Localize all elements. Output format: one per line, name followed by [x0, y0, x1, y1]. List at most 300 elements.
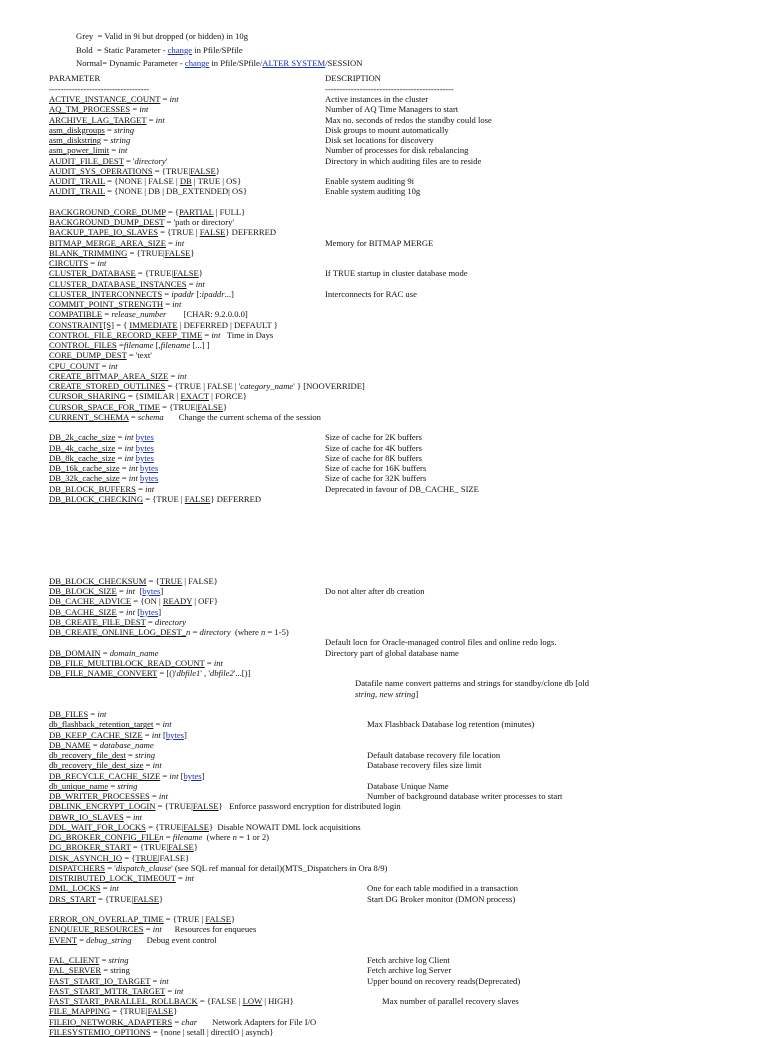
- text-run: Network Adapters for File I/O: [197, 1016, 317, 1027]
- text-run: } Disable NOWAIT DML lock acquisitions: [209, 821, 361, 832]
- parameter-entry: [49, 853, 189, 863]
- parameter-entry: [49, 156, 167, 166]
- parameter-name: asm_diskstring: [49, 135, 102, 145]
- parameter-name: DB_CREATE_ONLINE_LOG_DEST_: [49, 627, 187, 637]
- parameter-entry: [49, 607, 161, 617]
- parameter-name: CLUSTER_INTERCONNECTS: [49, 288, 163, 299]
- placeholder-text: int: [175, 237, 185, 248]
- text-run: } DEFERRED: [225, 227, 277, 238]
- placeholder-text: schema: [137, 411, 164, 422]
- placeholder-text: int: [132, 811, 143, 822]
- parameter-description: [367, 976, 520, 986]
- parameter-description: [367, 781, 449, 791]
- placeholder-text: int: [97, 709, 107, 719]
- parameter-name: FALSE: [147, 1006, 174, 1017]
- text-run: Enable system auditing 10g: [325, 186, 421, 197]
- parameter-name: FILEIO_NETWORK_ADAPTERS: [49, 1016, 173, 1027]
- parameter-description: [325, 94, 428, 104]
- parameter-name: PARTIAL: [178, 206, 214, 217]
- parameter-name: DB_CREATE_FILE_DEST: [49, 616, 146, 627]
- parameter-description: [325, 443, 422, 453]
- parameter-name: CONSTRAINT[S]: [49, 319, 114, 330]
- parameter-name: DB_KEEP_CACHE_SIZE: [49, 729, 143, 740]
- hyperlink[interactable]: bytes: [140, 473, 159, 484]
- text-run: =: [163, 299, 173, 309]
- text-run: }: [198, 268, 203, 279]
- parameter-entry: [49, 914, 235, 924]
- placeholder-text: release_number: [111, 309, 167, 320]
- text-run: = 1 or 2): [236, 832, 270, 842]
- text-run: = {TRUE |: [163, 914, 206, 924]
- parameter-entry: [49, 371, 187, 381]
- placeholder-text: int: [139, 104, 149, 115]
- placeholder-text: int: [195, 278, 205, 289]
- text-run: = 'path or directory': [164, 217, 234, 227]
- parameter-entry: [49, 617, 186, 627]
- placeholder-text: int: [108, 360, 118, 371]
- parameter-entry: [49, 832, 269, 842]
- parameter-name: CURRENT_SCHEMA: [49, 411, 129, 422]
- parameter-entry: [49, 596, 218, 606]
- parameter-entry: [49, 730, 187, 740]
- parameter-description: [325, 453, 422, 463]
- text-run: =: [99, 955, 109, 965]
- parameter-name: DG_BROKER_CONFIG_FILE: [49, 832, 160, 842]
- header-rule: -----------------------------------: [49, 83, 150, 94]
- text-run: =: [125, 750, 135, 760]
- parameter-entry: [49, 863, 387, 873]
- text-run: = {TRUE|: [130, 842, 169, 853]
- parameter-name: AUDIT_SYS_OPERATIONS: [49, 165, 153, 176]
- legend-line: [76, 58, 362, 68]
- parameter-description: [367, 955, 450, 965]
- parameter-description: [325, 289, 417, 299]
- parameter-entry: [49, 186, 247, 196]
- parameter-name: FAST_START_MTTR_TARGET: [49, 985, 166, 996]
- placeholder-text: int: [169, 770, 179, 781]
- text-run: Interconnects for RAC use: [325, 288, 417, 299]
- parameter-name: CORE_DUMP_DEST: [49, 350, 127, 361]
- parameter-entry: [49, 104, 148, 114]
- parameter-name: DB_DOMAIN: [49, 647, 101, 658]
- placeholder-text: string: [114, 124, 135, 135]
- parameter-description: [355, 678, 589, 688]
- parameter-entry: [49, 166, 220, 176]
- text-run: Do not alter after db creation: [325, 586, 425, 596]
- text-run: }: [215, 165, 220, 176]
- parameter-name: FALSE: [164, 247, 191, 258]
- parameter-name: DB_CACHE_ADVICE: [49, 596, 132, 607]
- parameter-column-header: PARAMETER: [49, 73, 101, 83]
- hyperlink[interactable]: bytes: [140, 606, 159, 617]
- parameter-description: [325, 637, 556, 647]
- text-run: Size of cache for 16K buffers: [325, 463, 427, 473]
- text-run: }: [158, 893, 164, 904]
- text-run: Database Unique Name: [367, 780, 449, 791]
- text-run: ' (see SQL ref manual for detail)(MTS_Dispatchers in Ora 8/9): [171, 862, 388, 873]
- parameter-description: [367, 760, 482, 770]
- text-run: }: [173, 1006, 178, 1017]
- text-run: }: [230, 914, 236, 924]
- placeholder-text: debug_string: [86, 934, 132, 945]
- parameter-name: FALSE: [199, 227, 226, 238]
- parameter-name: CONTROL_FILE_RECORD_KEEP_TIME: [49, 329, 203, 340]
- text-run: =: [102, 309, 112, 320]
- parameter-description: [367, 750, 500, 760]
- parameter-entry: [49, 883, 119, 893]
- text-run: [:: [194, 288, 202, 299]
- text-run: = 'text': [126, 350, 152, 361]
- placeholder-text: int: [128, 473, 138, 484]
- parameter-name: FILE_MAPPING: [49, 1006, 111, 1017]
- text-run: '...[)]: [233, 668, 251, 678]
- text-run: = 1-5): [265, 627, 289, 637]
- placeholder-text: int: [124, 452, 134, 463]
- parameter-name: CURSOR_SPACE_FOR_TIME: [49, 401, 160, 412]
- text-run: Size of cache for 8K buffers: [325, 452, 422, 463]
- parameter-name: FALSE: [190, 165, 216, 176]
- parameter-entry: [49, 176, 241, 186]
- text-run: = {TRUE|: [95, 893, 134, 904]
- text-run: =: [116, 586, 126, 596]
- placeholder-text: string, new string: [355, 688, 416, 699]
- parameter-entry: [49, 350, 152, 360]
- parameter-entry: [49, 299, 181, 309]
- parameter-entry: [49, 709, 106, 719]
- hyperlink[interactable]: bytes: [140, 463, 159, 473]
- text-run: Change the current schema of the session: [163, 411, 321, 422]
- text-run: =: [202, 329, 212, 340]
- parameter-name: db_recovery_file_dest_size: [49, 760, 144, 771]
- parameter-entry: [49, 873, 194, 883]
- text-run: = {TRUE|: [127, 247, 165, 258]
- text-run: in Pfile/SPfile/: [209, 58, 263, 68]
- text-run: = {TRUE|: [110, 1006, 148, 1017]
- parameter-entry: [49, 248, 195, 258]
- text-run: =: [100, 647, 110, 658]
- text-run: =: [108, 780, 118, 791]
- parameter-name: BACKGROUND_CORE_DUMP: [49, 206, 166, 217]
- parameter-name: IMMEDIATE: [129, 319, 178, 330]
- parameter-name: COMPATIBLE: [49, 309, 103, 320]
- parameter-description: [325, 473, 426, 483]
- placeholder-text: int: [174, 985, 184, 996]
- text-run: | DEFERRED | DEFAULT }: [177, 319, 278, 330]
- parameter-name: db_recovery_file_dest: [49, 750, 126, 760]
- parameter-description: [325, 186, 420, 196]
- text-run: =: [186, 278, 196, 289]
- parameter-name: TRUE: [135, 852, 158, 863]
- parameter-name: DB_FILE_MULTIBLOCK_READ_COUNT: [49, 657, 205, 668]
- placeholder-text: filename: [160, 340, 191, 350]
- placeholder-text: filename: [123, 340, 154, 350]
- parameter-name: CONTROL_FILES: [49, 340, 117, 350]
- text-run: = {TRUE|: [152, 165, 191, 176]
- placeholder-text: directory: [199, 627, 231, 637]
- parameter-name: DB_RECYCLE_CACHE_SIZE: [49, 770, 161, 781]
- parameter-entry: [49, 391, 247, 401]
- parameter-name: DB_WRITER_PROCESSES: [49, 791, 150, 801]
- parameter-description: [325, 432, 422, 442]
- placeholder-text: int: [118, 145, 128, 156]
- placeholder-text: int: [97, 258, 107, 268]
- text-run: =: [145, 616, 155, 627]
- text-run: Directory part of global database name: [325, 647, 459, 658]
- placeholder-text: filename: [172, 832, 203, 842]
- placeholder-text: int: [124, 432, 134, 443]
- parameter-entry: [49, 935, 217, 945]
- parameter-description: [325, 463, 426, 473]
- parameter-entry: [49, 473, 158, 483]
- text-run: Bold = Static Parameter -: [76, 44, 168, 55]
- text-run: =: [190, 627, 200, 637]
- parameter-entry: [49, 443, 154, 453]
- placeholder-text: int: [109, 883, 119, 894]
- parameter-entry: [49, 94, 179, 104]
- placeholder-text: int: [124, 442, 134, 453]
- parameter-description: [325, 125, 449, 135]
- parameter-entry: [49, 576, 218, 586]
- parameter-entry: [49, 965, 130, 975]
- text-run: = {: [165, 206, 179, 217]
- header-rule: ---------------------------------------------: [325, 83, 454, 94]
- parameter-name: BITMAP_MERGE_AREA_SIZE: [49, 237, 166, 248]
- parameter-name: DB_4k_cache_size: [49, 442, 116, 453]
- legend-line: [76, 45, 243, 55]
- parameter-entry: [49, 1017, 316, 1027]
- text-run: [: [135, 606, 141, 617]
- parameter-description: [367, 883, 518, 893]
- parameter-entry: [49, 412, 321, 422]
- text-run: =: [100, 883, 110, 894]
- parameter-entry: [49, 463, 158, 473]
- text-run: =: [119, 473, 129, 484]
- parameter-entry: [49, 494, 261, 504]
- hyperlink[interactable]: bytes: [183, 770, 202, 781]
- text-run: = {TRUE|: [155, 801, 193, 812]
- parameter-description: [325, 176, 414, 186]
- text-run: Resources for enqueues: [161, 924, 257, 935]
- parameter-entry: [49, 719, 172, 729]
- placeholder-text: int: [155, 114, 165, 125]
- placeholder-text: int: [211, 329, 221, 340]
- parameter-entry: [49, 648, 158, 658]
- text-run: Size of cache for 32K buffers: [325, 473, 427, 484]
- placeholder-text: string: [135, 750, 156, 760]
- parameter-name: DISK_ASYNCH_IO: [49, 852, 123, 863]
- parameter-description: [325, 586, 425, 596]
- text-run: Number of background database writer processes to start: [367, 791, 563, 801]
- parameter-name: DB_FILES: [49, 709, 89, 719]
- placeholder-text: string: [110, 135, 131, 145]
- parameter-name: FAST_START_IO_TARGET: [49, 975, 151, 986]
- parameter-entry: [49, 125, 134, 135]
- parameter-name: DISTRIBUTED_LOCK_TIMEOUT: [49, 873, 176, 883]
- parameter-entry: [49, 822, 361, 832]
- parameter-name: DB_32k_cache_size: [49, 473, 120, 484]
- parameter-name: DB_8k_cache_size: [49, 452, 116, 463]
- hyperlink[interactable]: bytes: [135, 452, 154, 463]
- placeholder-text: int: [128, 463, 138, 473]
- placeholder-text: string: [117, 780, 138, 791]
- hyperlink[interactable]: change: [167, 44, 193, 55]
- text-run: Size of cache for 2K buffers: [325, 432, 422, 443]
- text-run: Database recovery files size limit: [367, 760, 482, 771]
- parameter-name: CURSOR_SHARING: [49, 391, 126, 402]
- text-run: Debug event control: [131, 934, 217, 945]
- text-run: ]: [158, 606, 162, 617]
- parameter-name: DG_BROKER_START: [49, 842, 131, 853]
- parameter-description: [367, 791, 562, 801]
- text-run: Deprecated in favour of DB_CACHE_ SIZE: [325, 483, 479, 494]
- parameter-name: FAL_CLIENT: [49, 955, 100, 965]
- text-run: [: [135, 586, 143, 596]
- text-run: = {ON |: [131, 596, 163, 607]
- hyperlink[interactable]: change: [184, 58, 210, 68]
- text-run: | TRUE | OS}: [191, 176, 242, 186]
- text-run: Max number of parallel recovery slaves: [382, 996, 519, 1006]
- placeholder-text: ipaddr: [171, 288, 195, 299]
- text-run: ]: [160, 586, 164, 596]
- parameter-description: [325, 268, 468, 278]
- text-run: }: [190, 247, 195, 258]
- placeholder-text: domain_name: [109, 647, 159, 658]
- text-run: = ': [123, 155, 135, 166]
- text-run: [CHAR: 9.2.0.0.0]: [166, 309, 248, 320]
- parameter-name: CPU_COUNT: [49, 360, 100, 371]
- parameter-name: BACKUP_TAPE_IO_SLAVES: [49, 227, 158, 238]
- parameter-name: DB: [179, 176, 192, 186]
- parameter-name: ENQUEUE_RESOURCES: [49, 924, 144, 935]
- parameter-entry: [49, 453, 154, 463]
- text-run: =: [143, 924, 153, 935]
- parameter-entry: [49, 658, 223, 668]
- parameter-entry: [49, 381, 365, 391]
- text-run: = {: [146, 575, 160, 586]
- parameter-entry: [49, 976, 169, 986]
- parameter-description: [325, 145, 468, 155]
- hyperlink[interactable]: bytes: [135, 442, 154, 453]
- parameter-entry: [49, 996, 294, 1006]
- text-run: =: [88, 709, 98, 719]
- text-run: Datafile name convert patterns and strings for standby/clone db [old: [355, 678, 590, 689]
- parameter-name: FALSE: [173, 268, 199, 279]
- text-run: |FALSE}: [157, 852, 190, 863]
- text-run: Start DG Broker monitor (DMON process): [367, 893, 516, 904]
- parameter-entry: [49, 760, 162, 770]
- text-run: = {TRUE | FALSE | ': [165, 381, 241, 391]
- text-run: =: [116, 606, 126, 617]
- parameter-entry: [49, 135, 130, 145]
- text-run: = {TRUE|: [159, 401, 198, 412]
- hyperlink[interactable]: bytes: [165, 729, 184, 740]
- placeholder-text: int: [213, 657, 223, 668]
- parameter-description: [325, 648, 459, 658]
- text-run: =: [90, 739, 100, 750]
- text-run: | FORCE}: [209, 391, 247, 402]
- parameter-name: EXACT: [180, 391, 210, 402]
- text-run: =: [150, 975, 160, 986]
- text-run: Max Flashback Database log retention (minutes): [367, 719, 535, 730]
- parameter-entry: [49, 894, 163, 904]
- text-run: =: [172, 1016, 182, 1027]
- parameter-entry: [49, 432, 154, 442]
- parameter-entry: [49, 740, 154, 750]
- text-run: =: [165, 985, 175, 996]
- text-run: Max no. seconds of redos the standby could lose: [325, 114, 492, 125]
- parameter-name: FALSE: [205, 914, 231, 924]
- text-run: =: [115, 432, 125, 443]
- parameter-name: DB_NAME: [49, 739, 91, 750]
- text-run: in Pfile/SPfile: [192, 44, 243, 55]
- parameter-name: DB_16k_cache_size: [49, 463, 120, 473]
- parameter-name: ACTIVE_INSTANCE_COUNT: [49, 94, 161, 104]
- legend-line: [76, 31, 248, 41]
- parameter-name: BLANK_TRIMMING: [49, 247, 128, 258]
- parameter-entry: [49, 279, 205, 289]
- hyperlink[interactable]: bytes: [142, 586, 161, 596]
- text-run: | HIGH}: [262, 996, 294, 1006]
- parameter-name: READY: [162, 596, 193, 607]
- parameter-name: AUDIT_TRAIL: [49, 176, 106, 186]
- parameter-entry: [49, 361, 118, 371]
- parameter-entry: [49, 791, 168, 801]
- hyperlink[interactable]: bytes: [135, 432, 154, 443]
- text-run: =: [128, 411, 138, 422]
- text-run: =: [115, 452, 125, 463]
- text-run: =: [153, 719, 163, 730]
- placeholder-text: int: [152, 924, 162, 935]
- text-run: =: [101, 135, 111, 145]
- placeholder-text: n: [232, 832, 237, 842]
- text-run: =: [162, 288, 172, 299]
- placeholder-text: int: [145, 483, 155, 494]
- parameter-entry: [49, 801, 401, 811]
- parameter-entry: [49, 924, 256, 934]
- placeholder-text: int: [125, 606, 136, 617]
- parameter-name: AUDIT_FILE_DEST: [49, 155, 124, 166]
- parameter-name: TRUE: [159, 575, 183, 586]
- text-run: =: [175, 873, 185, 883]
- text-run: =: [163, 832, 173, 842]
- parameter-entry: [49, 309, 248, 319]
- parameter-entry: [49, 340, 210, 350]
- parameter-description: [355, 689, 418, 699]
- parameter-entry: [49, 402, 227, 412]
- text-run: ]: [201, 770, 205, 781]
- text-run: =: [109, 145, 119, 156]
- parameter-entry: [49, 812, 142, 822]
- text-run: Enable system auditing 9i: [325, 176, 415, 186]
- parameter-description: [382, 996, 519, 1006]
- parameter-name: asm_diskgroups: [49, 124, 105, 135]
- text-run: =: [99, 360, 109, 371]
- hyperlink[interactable]: ALTER SYSTEM: [262, 58, 326, 68]
- text-run: ]: [183, 729, 187, 740]
- text-run: }: [223, 401, 228, 412]
- parameter-entry: [49, 750, 155, 760]
- text-run: Default database recovery file location: [367, 750, 501, 760]
- placeholder-text: int: [162, 719, 172, 730]
- description-column-header: DESCRIPTION: [325, 73, 381, 83]
- placeholder-text: int: [158, 791, 168, 801]
- parameter-entry: [49, 268, 203, 278]
- parameter-name: db_flashback_retention_target: [49, 719, 154, 730]
- text-run: (where: [202, 832, 233, 842]
- parameter-entry: [49, 145, 127, 155]
- parameter-name: LOW: [242, 996, 263, 1006]
- text-run: Default locn for Oracle-managed control files and online redo logs.: [325, 637, 557, 648]
